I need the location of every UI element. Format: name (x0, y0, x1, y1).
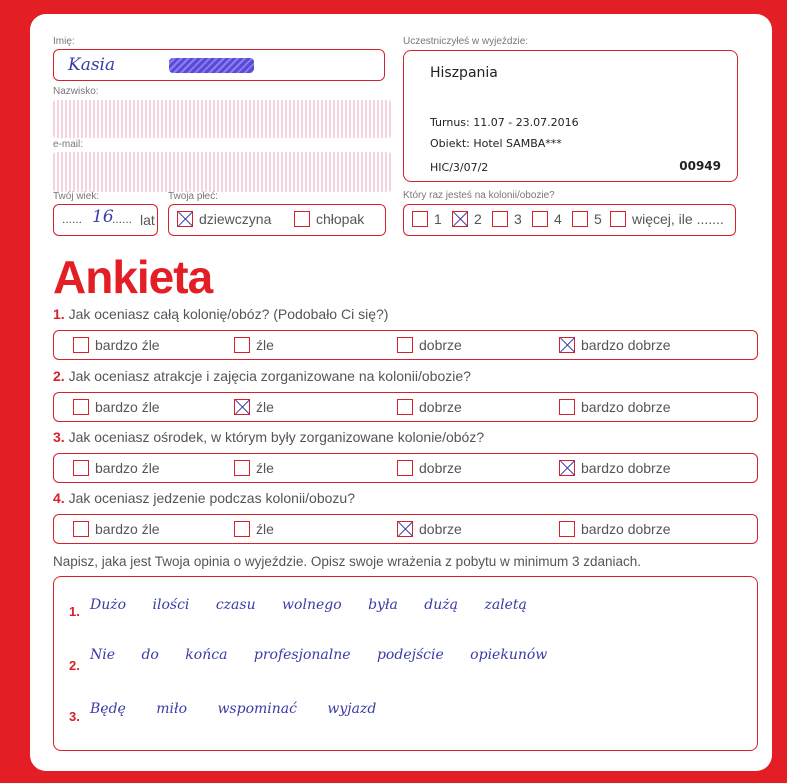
rating-option[interactable]: bardzo źle (73, 399, 160, 415)
checkbox-icon[interactable] (559, 337, 575, 353)
times-field (403, 204, 736, 236)
trip-info-box (403, 50, 738, 182)
survey-sheet (30, 14, 772, 771)
rating-row-4 (53, 514, 758, 544)
opinion-box[interactable] (53, 576, 758, 751)
rating-option[interactable]: źle (234, 460, 274, 476)
rating-option[interactable]: dobrze (397, 460, 462, 476)
rating-row-3 (53, 453, 758, 483)
question-2: 2. Jak oceniasz atrakcje i zajęcia zorganizowane na kolonii/obozie? (53, 368, 471, 384)
opinion-num: 3. (69, 709, 80, 724)
checkbox-icon[interactable] (559, 460, 575, 476)
rating-option[interactable]: bardzo źle (73, 460, 160, 476)
rating-option[interactable]: bardzo dobrze (559, 337, 671, 353)
checkbox-icon[interactable] (294, 211, 310, 227)
times-option-5[interactable]: 5 (572, 211, 602, 227)
checkbox-icon[interactable] (532, 211, 548, 227)
rating-row-2 (53, 392, 758, 422)
gender-field (168, 204, 386, 236)
trip-label: Uczestniczyłeś w wyjeździe: (403, 36, 529, 47)
name-field[interactable] (53, 49, 385, 81)
rating-option[interactable]: bardzo dobrze (559, 399, 671, 415)
trip-code: HIC/3/07/2 (430, 161, 489, 174)
trip-number: 00949 (679, 159, 721, 173)
rating-option[interactable]: dobrze (397, 521, 462, 537)
checkbox-icon[interactable] (234, 460, 250, 476)
gender-option-male[interactable]: chłopak (294, 211, 364, 227)
times-option-1[interactable]: 1 (412, 211, 442, 227)
scribble-mark (169, 58, 254, 73)
checkbox-icon[interactable] (397, 399, 413, 415)
checkbox-icon[interactable] (73, 337, 89, 353)
question-4: 4. Jak oceniasz jedzenie podczas kolonii/obozu? (53, 490, 355, 506)
checkbox-icon[interactable] (452, 211, 468, 227)
question-3: 3. Jak oceniasz ośrodek, w którym były zorganizowane kolonie/obóz? (53, 429, 485, 445)
checkbox-icon[interactable] (234, 337, 250, 353)
checkbox-icon[interactable] (234, 521, 250, 537)
age-unit: lat (140, 212, 155, 228)
times-option-2[interactable]: 2 (452, 211, 482, 227)
checkbox-icon[interactable] (412, 211, 428, 227)
times-option-3[interactable]: 3 (492, 211, 522, 227)
age-label: Twój wiek: (53, 191, 100, 202)
times-option-4[interactable]: 4 (532, 211, 562, 227)
surname-label: Nazwisko: (53, 86, 99, 97)
trip-obiekt: Obiekt: Hotel SAMBA*** (430, 137, 562, 150)
checkbox-icon[interactable] (177, 211, 193, 227)
times-option-more[interactable]: więcej, ile ....... (610, 211, 724, 227)
name-label: Imię: (53, 36, 75, 47)
checkbox-icon[interactable] (492, 211, 508, 227)
trip-turnus: Turnus: 11.07 - 23.07.2016 (430, 116, 579, 129)
email-label: e-mail: (53, 139, 84, 150)
checkbox-icon[interactable] (73, 399, 89, 415)
checkbox-icon[interactable] (559, 399, 575, 415)
email-redacted (53, 152, 391, 192)
age-value: 16 (92, 207, 114, 227)
times-label: Który raz jesteś na kolonii/obozie? (403, 190, 555, 201)
checkbox-icon[interactable] (73, 460, 89, 476)
rating-option[interactable]: źle (234, 399, 274, 415)
trip-destination: Hiszpania (430, 65, 498, 81)
age-dots-right: ...... (112, 212, 133, 226)
checkbox-icon[interactable] (234, 399, 250, 415)
rating-option[interactable]: źle (234, 337, 274, 353)
rating-option[interactable]: źle (234, 521, 274, 537)
opinion-num: 2. (69, 658, 80, 673)
checkbox-icon[interactable] (397, 460, 413, 476)
rating-option[interactable]: bardzo źle (73, 521, 160, 537)
checkbox-icon[interactable] (73, 521, 89, 537)
rating-row-1 (53, 330, 758, 360)
surname-redacted (53, 100, 391, 138)
rating-option[interactable]: bardzo źle (73, 337, 160, 353)
rating-option[interactable]: dobrze (397, 337, 462, 353)
checkbox-icon[interactable] (610, 211, 626, 227)
age-dots-left: ...... (62, 212, 83, 226)
opinion-text: Nie do końca profesjonalne podejście opiekunów (90, 647, 548, 663)
name-value: Kasia (68, 55, 116, 75)
checkbox-icon[interactable] (559, 521, 575, 537)
question-1: 1. Jak oceniasz całą kolonię/obóz? (Podobało Ci się?) (53, 306, 389, 322)
gender-label: Twoja płeć: (168, 191, 219, 202)
rating-option[interactable]: bardzo dobrze (559, 521, 671, 537)
rating-option[interactable]: bardzo dobrze (559, 460, 671, 476)
opinion-prompt: Napisz, jaka jest Twoja opinia o wyjeździe. Opisz swoje wrażenia z pobytu w minimum 3 zdaniach. (53, 554, 642, 569)
age-field[interactable] (53, 204, 158, 236)
rating-option[interactable]: dobrze (397, 399, 462, 415)
survey-title: Ankieta (53, 251, 213, 303)
checkbox-icon[interactable] (397, 337, 413, 353)
gender-option-female[interactable]: dziewczyna (177, 211, 271, 227)
opinion-text: Dużo ilości czasu wolnego była dużą zaletą (90, 597, 527, 613)
opinion-text: Będę miło wspominać wyjazd (90, 701, 377, 717)
checkbox-icon[interactable] (397, 521, 413, 537)
opinion-num: 1. (69, 604, 80, 619)
checkbox-icon[interactable] (572, 211, 588, 227)
